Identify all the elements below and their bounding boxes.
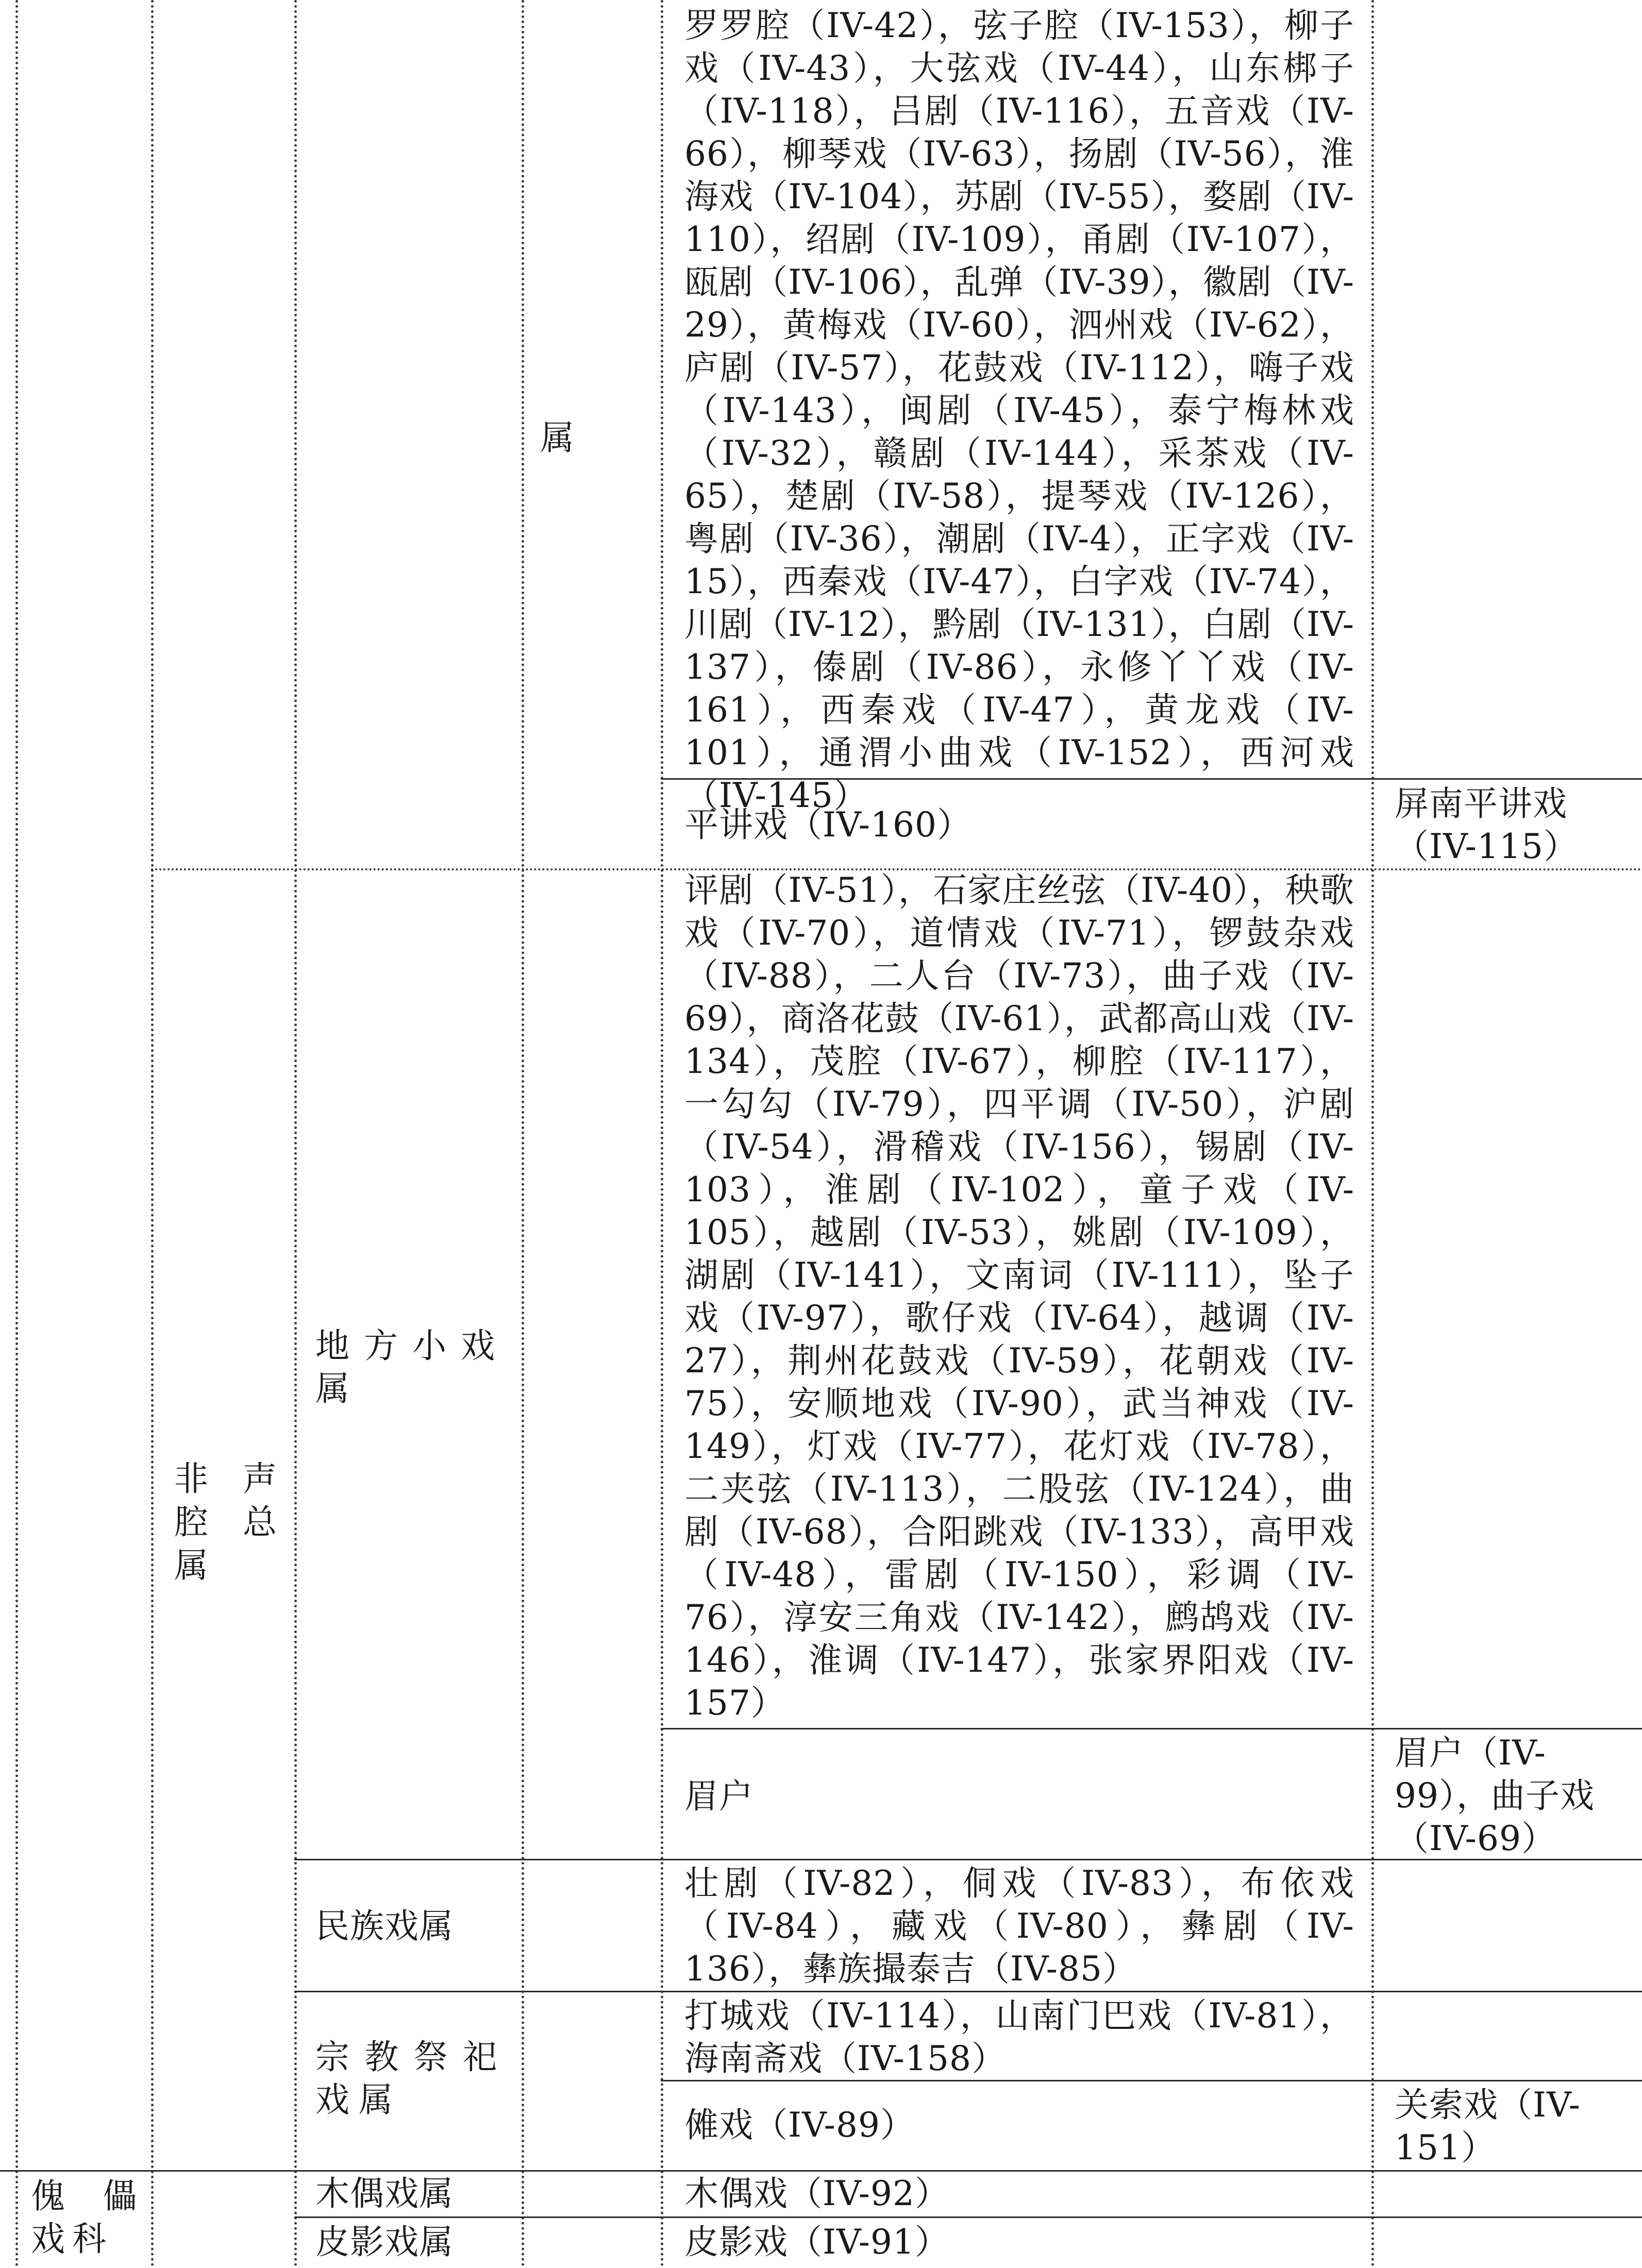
family-label-tail: 属 [540, 418, 575, 458]
column-divider-1 [15, 0, 18, 2268]
shadow-category: 皮影戏属 [315, 2222, 454, 2262]
nuo-main: 傩戏（IV-89） [684, 2105, 915, 2145]
pingjiang-main: 平讲戏（IV-160） [684, 805, 971, 845]
row-rule-shadow [294, 2216, 1642, 2218]
top-main-list: 罗罗腔（IV-42），弦子腔（IV-153），柳子戏（IV-43），大弦戏（IV-44），山东梆子（IV-118），吕剧（IV-116），五音戏（IV-66），柳琴戏（IV-63），扬剧（IV-56），淮海戏（IV-104），苏剧（IV-55），婺剧（IV-110），绍剧（IV-109），甬剧（IV-107），瓯剧（IV-106），乱弹（IV-39），徽剧（IV-29），黄梅戏（IV-60），泗州戏（IV-62），庐剧（IV-57），花鼓戏（IV-112），嗨子戏（IV-143），闽剧（IV-45），泰宁梅林戏（IV-32），赣剧（IV-144），采茶戏（IV-65），楚剧（IV-58），提琴戏（IV-126），粤剧（IV-36），潮剧（IV-4），正字戏（IV-15），西秦戏（IV-47），白字戏（IV-74），川剧（IV-12），黔剧（IV-131），白剧（IV-137），傣剧（IV-86），永修丫丫戏（IV-161），西秦戏（IV-47），黄龙戏（IV-101），通渭小曲戏（IV-152），西河戏（IV-145） [684, 6, 1354, 815]
column-divider-3 [294, 0, 297, 2268]
row-rule-nuo [661, 2080, 1642, 2081]
wooden-puppet-main: 木偶戏（IV-92） [684, 2174, 949, 2213]
shadow-main: 皮影戏（IV-91） [684, 2222, 949, 2262]
local-small-category: 地方小戏属 [315, 1326, 506, 1408]
non-vocal-category-text: 非声腔总属 [174, 1459, 277, 1585]
nuo-related: 关索戏（IV-151） [1395, 2085, 1581, 2168]
column-divider-5 [661, 0, 663, 2268]
meihu-main: 眉户 [684, 1776, 753, 1816]
local-small-list: 评剧（IV-51），石家庄丝弦（IV-40），秧歌戏（IV-70），道情戏（IV-71），锣鼓杂戏（IV-88），二人台（IV-73），曲子戏（IV-69），商洛花鼓（IV-61），武都高山戏（IV-134），茂腔（IV-67），柳腔（IV-117），一勾勾（IV-79），四平调（IV-50），沪剧（IV-54），滑稽戏（IV-156），锡剧（IV-103），淮剧（IV-102），童子戏（IV-105），越剧（IV-53），姚剧（IV-109），湖剧（IV-141），文南词（IV-111），坠子戏（IV-97），歌仔戏（IV-64），越调（IV-27），荆州花鼓戏（IV-59），花朝戏（IV-75），安顺地戏（IV-90），武当神戏（IV-149），灯戏（IV-77），花灯戏（IV-78），二夹弦（IV-113），二股弦（IV-124），曲剧（IV-68），合阳跳戏（IV-133），高甲戏（IV-48），雷剧（IV-150），彩调（IV-76），淳安三角戏（IV-142），鹧鸪戏（IV-146），淮调（IV-147），张家界阳戏（IV-157） [684, 870, 1354, 1723]
religious-list: 打城戏（IV-114），山南门巴戏（IV-81），海南斋戏（IV-158） [684, 1996, 1354, 2078]
meihu-related: 眉户（IV-99），曲子戏（IV-69） [1395, 1733, 1595, 1858]
row-rule-religious [294, 1991, 1642, 1992]
column-divider-4 [522, 0, 524, 2268]
column-divider-2 [151, 0, 154, 2268]
non-vocal-category [174, 1457, 277, 1587]
pingjiang-related: 屏南平讲戏（IV-115） [1395, 784, 1578, 866]
row-rule-puppet [0, 2170, 1642, 2172]
ethnic-category: 民族戏属 [315, 1906, 454, 1946]
religious-category: 宗教祭祀戏属 [315, 2037, 506, 2120]
ethnic-list: 壮剧（IV-82），侗戏（IV-83），布依戏（IV-84），藏戏（IV-80），彝剧（IV-136），彝族撮泰吉（IV-85） [684, 1863, 1354, 1989]
puppet-category: 傀儡戏科 [31, 2176, 144, 2259]
column-divider-6 [1371, 0, 1374, 2268]
wooden-puppet-category: 木偶戏属 [315, 2174, 454, 2213]
row-rule-meihu [661, 1728, 1642, 1729]
